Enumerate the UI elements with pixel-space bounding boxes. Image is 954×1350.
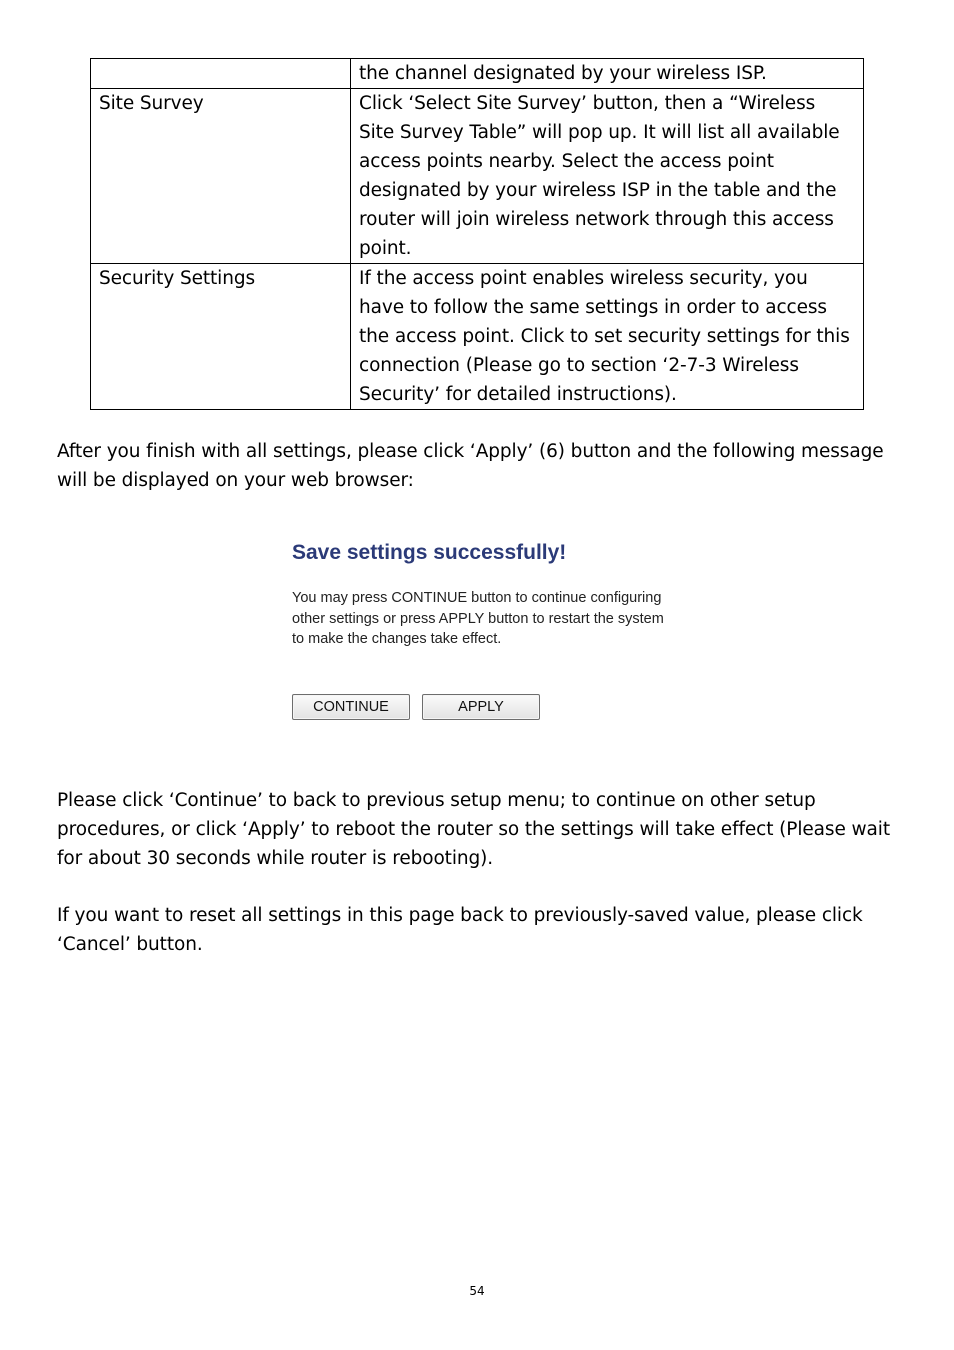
table-cell-description: the channel designated by your wireless ISP. xyxy=(351,59,864,89)
apply-button[interactable]: APPLY xyxy=(422,694,540,720)
settings-table xyxy=(90,58,864,410)
table-cell-setting: Site Survey xyxy=(91,89,351,264)
table-row xyxy=(91,89,864,264)
dialog-message: You may press CONTINUE button to continue configuring other settings or press APPLY button to restart the system to make the changes take effect. xyxy=(292,590,664,647)
save-success-dialog xyxy=(292,540,672,715)
table-cell-setting xyxy=(91,59,351,89)
continue-button[interactable]: CONTINUE xyxy=(292,694,410,720)
paragraph-reset-info: If you want to reset all settings in this page back to previously-saved value, please click ‘Cancel’ button. xyxy=(57,905,863,955)
table-cell-description: Click ‘Select Site Survey’ button, then a “Wireless Site Survey Table” will pop up. It will list all available access points nearby. Select the access point designated by your wireless ISP in the table and the router will join wireless network through this access point. xyxy=(351,89,864,264)
paragraph-continue-info: Please click ‘Continue’ to back to previous setup menu; to continue on other setup procedures, or click ‘Apply’ to reboot the router so the settings will take effect (Please wait for about 30 seconds while router is rebooting). xyxy=(57,790,890,869)
table-row xyxy=(91,264,864,410)
paragraph-after-settings: After you finish with all settings, please click ‘Apply’ (6) button and the following message will be displayed on your web browser: xyxy=(57,441,884,491)
table-row xyxy=(91,59,864,89)
dialog-button-row xyxy=(292,694,540,720)
table-cell-description: If the access point enables wireless security, you have to follow the same settings in order to access the access point. Click to set security settings for this connection (Please go to section ‘2-7-3 Wireless Security’ for detailed instructions). xyxy=(351,264,864,410)
table-cell-setting: Security Settings xyxy=(91,264,351,410)
page-number: 54 xyxy=(469,1284,485,1298)
dialog-title: Save settings successfully! xyxy=(292,541,567,564)
